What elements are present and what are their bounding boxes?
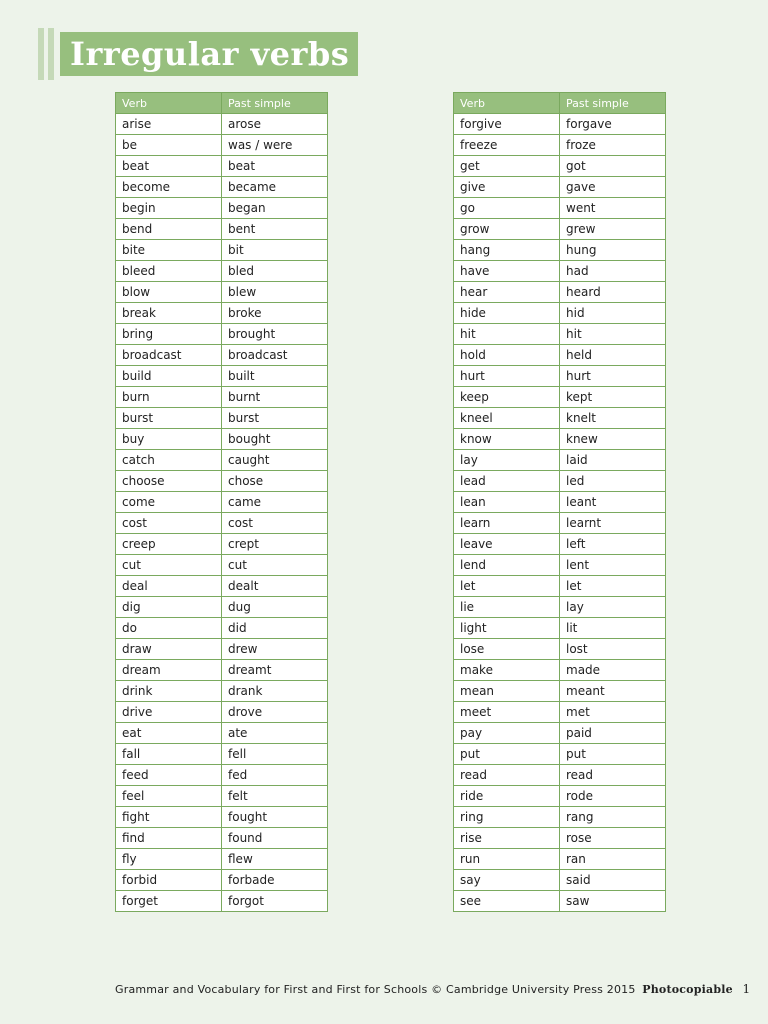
table-row bbox=[116, 828, 328, 849]
verb-cell: drink bbox=[116, 681, 222, 702]
table-row bbox=[454, 261, 666, 282]
past-simple-cell: went bbox=[560, 198, 666, 219]
table-row bbox=[116, 765, 328, 786]
verb-cell: catch bbox=[116, 450, 222, 471]
verb-cell: go bbox=[454, 198, 560, 219]
past-simple-cell: came bbox=[222, 492, 328, 513]
verb-cell: mean bbox=[454, 681, 560, 702]
table-row bbox=[116, 240, 328, 261]
table-row bbox=[116, 492, 328, 513]
table-row bbox=[454, 807, 666, 828]
table-row bbox=[454, 660, 666, 681]
verb-cell: dig bbox=[116, 597, 222, 618]
table-row bbox=[116, 345, 328, 366]
verb-cell: buy bbox=[116, 429, 222, 450]
table-row bbox=[116, 219, 328, 240]
table-header-row bbox=[116, 93, 328, 114]
table-row bbox=[454, 513, 666, 534]
table-row bbox=[454, 303, 666, 324]
past-simple-cell: laid bbox=[560, 450, 666, 471]
verb-cell: give bbox=[454, 177, 560, 198]
table-row bbox=[116, 618, 328, 639]
verb-cell: pay bbox=[454, 723, 560, 744]
verb-cell: hide bbox=[454, 303, 560, 324]
past-simple-cell: lost bbox=[560, 639, 666, 660]
table-row bbox=[116, 135, 328, 156]
past-simple-cell: hung bbox=[560, 240, 666, 261]
past-simple-cell: left bbox=[560, 534, 666, 555]
past-simple-cell: rose bbox=[560, 828, 666, 849]
table-row bbox=[116, 786, 328, 807]
verb-cell: fall bbox=[116, 744, 222, 765]
past-simple-cell: drove bbox=[222, 702, 328, 723]
verb-cell: become bbox=[116, 177, 222, 198]
verb-cell: begin bbox=[116, 198, 222, 219]
past-simple-cell: built bbox=[222, 366, 328, 387]
verb-cell: know bbox=[454, 429, 560, 450]
title-accent-bar bbox=[38, 28, 44, 80]
past-simple-cell: hurt bbox=[560, 366, 666, 387]
past-simple-cell: cost bbox=[222, 513, 328, 534]
table-row bbox=[454, 765, 666, 786]
verb-cell: light bbox=[454, 618, 560, 639]
past-simple-cell: forgave bbox=[560, 114, 666, 135]
verb-cell: fight bbox=[116, 807, 222, 828]
verb-cell: eat bbox=[116, 723, 222, 744]
table-row bbox=[454, 387, 666, 408]
verb-cell: blow bbox=[116, 282, 222, 303]
table-row bbox=[116, 282, 328, 303]
past-simple-cell: meant bbox=[560, 681, 666, 702]
table-row bbox=[454, 492, 666, 513]
past-simple-cell: rode bbox=[560, 786, 666, 807]
table-row bbox=[116, 387, 328, 408]
verb-cell: lend bbox=[454, 555, 560, 576]
table-row bbox=[116, 408, 328, 429]
verb-cell: make bbox=[454, 660, 560, 681]
table-row bbox=[454, 576, 666, 597]
past-simple-cell: saw bbox=[560, 891, 666, 912]
past-simple-cell: began bbox=[222, 198, 328, 219]
verb-cell: let bbox=[454, 576, 560, 597]
verb-table-left bbox=[115, 92, 328, 912]
column-header-verb: Verb bbox=[454, 93, 560, 114]
past-simple-cell: brought bbox=[222, 324, 328, 345]
table-row bbox=[116, 450, 328, 471]
past-simple-cell: lent bbox=[560, 555, 666, 576]
past-simple-cell: bent bbox=[222, 219, 328, 240]
table-row bbox=[454, 744, 666, 765]
table-row bbox=[116, 513, 328, 534]
table-row bbox=[454, 156, 666, 177]
past-simple-cell: lay bbox=[560, 597, 666, 618]
past-simple-cell: let bbox=[560, 576, 666, 597]
past-simple-cell: read bbox=[560, 765, 666, 786]
past-simple-cell: beat bbox=[222, 156, 328, 177]
table-row bbox=[116, 177, 328, 198]
verb-cell: fly bbox=[116, 849, 222, 870]
verb-cell: forbid bbox=[116, 870, 222, 891]
verb-table-right bbox=[453, 92, 666, 912]
table-row bbox=[454, 534, 666, 555]
verb-cell: drive bbox=[116, 702, 222, 723]
past-simple-cell: gave bbox=[560, 177, 666, 198]
past-simple-cell: felt bbox=[222, 786, 328, 807]
verb-cell: do bbox=[116, 618, 222, 639]
table-row bbox=[454, 828, 666, 849]
verb-cell: lean bbox=[454, 492, 560, 513]
past-simple-cell: burst bbox=[222, 408, 328, 429]
verb-cell: creep bbox=[116, 534, 222, 555]
past-simple-cell: chose bbox=[222, 471, 328, 492]
verb-cell: forgive bbox=[454, 114, 560, 135]
verb-cell: kneel bbox=[454, 408, 560, 429]
table-row bbox=[454, 597, 666, 618]
verb-cell: draw bbox=[116, 639, 222, 660]
table-row bbox=[454, 135, 666, 156]
past-simple-cell: paid bbox=[560, 723, 666, 744]
table-row bbox=[116, 597, 328, 618]
verb-cell: ride bbox=[454, 786, 560, 807]
past-simple-cell: said bbox=[560, 870, 666, 891]
title-banner bbox=[38, 28, 358, 80]
past-simple-cell: hit bbox=[560, 324, 666, 345]
table-row bbox=[454, 324, 666, 345]
past-simple-cell: forgot bbox=[222, 891, 328, 912]
table-row bbox=[454, 345, 666, 366]
verb-cell: freeze bbox=[454, 135, 560, 156]
past-simple-cell: became bbox=[222, 177, 328, 198]
verb-cell: come bbox=[116, 492, 222, 513]
past-simple-cell: dealt bbox=[222, 576, 328, 597]
verb-cell: beat bbox=[116, 156, 222, 177]
past-simple-cell: drew bbox=[222, 639, 328, 660]
past-simple-cell: made bbox=[560, 660, 666, 681]
table-row bbox=[116, 744, 328, 765]
table-row bbox=[454, 408, 666, 429]
past-simple-cell: froze bbox=[560, 135, 666, 156]
verb-cell: break bbox=[116, 303, 222, 324]
past-simple-cell: met bbox=[560, 702, 666, 723]
past-simple-cell: did bbox=[222, 618, 328, 639]
past-simple-cell: broadcast bbox=[222, 345, 328, 366]
past-simple-cell: cut bbox=[222, 555, 328, 576]
table-row bbox=[116, 471, 328, 492]
verb-cell: learn bbox=[454, 513, 560, 534]
table-row bbox=[116, 723, 328, 744]
table-row bbox=[454, 198, 666, 219]
verb-cell: hold bbox=[454, 345, 560, 366]
past-simple-cell: knew bbox=[560, 429, 666, 450]
table-row bbox=[454, 723, 666, 744]
footer bbox=[115, 982, 751, 996]
verb-cell: grow bbox=[454, 219, 560, 240]
verb-cell: burn bbox=[116, 387, 222, 408]
table-row bbox=[454, 177, 666, 198]
verb-cell: burst bbox=[116, 408, 222, 429]
photocopiable-label: Photocopiable bbox=[642, 983, 733, 996]
past-simple-cell: drank bbox=[222, 681, 328, 702]
table-row bbox=[116, 198, 328, 219]
past-simple-cell: rang bbox=[560, 807, 666, 828]
verb-cell: put bbox=[454, 744, 560, 765]
verb-cell: be bbox=[116, 135, 222, 156]
verb-cell: see bbox=[454, 891, 560, 912]
title-accent-bar bbox=[48, 28, 54, 80]
past-simple-cell: broke bbox=[222, 303, 328, 324]
verb-cell: feel bbox=[116, 786, 222, 807]
past-simple-cell: lit bbox=[560, 618, 666, 639]
past-simple-cell: fell bbox=[222, 744, 328, 765]
past-simple-cell: dreamt bbox=[222, 660, 328, 681]
table-row bbox=[116, 303, 328, 324]
table-row bbox=[454, 366, 666, 387]
verb-cell: build bbox=[116, 366, 222, 387]
column-header-verb: Verb bbox=[116, 93, 222, 114]
past-simple-cell: blew bbox=[222, 282, 328, 303]
table-row bbox=[454, 114, 666, 135]
table-row bbox=[116, 555, 328, 576]
table-row bbox=[116, 534, 328, 555]
verb-cell: lay bbox=[454, 450, 560, 471]
page-number: 1 bbox=[742, 982, 751, 996]
past-simple-cell: was / were bbox=[222, 135, 328, 156]
past-simple-cell: bit bbox=[222, 240, 328, 261]
verb-cell: bite bbox=[116, 240, 222, 261]
table-row bbox=[454, 471, 666, 492]
page-title: Irregular verbs bbox=[60, 32, 358, 76]
past-simple-cell: forbade bbox=[222, 870, 328, 891]
past-simple-cell: arose bbox=[222, 114, 328, 135]
table-row bbox=[454, 639, 666, 660]
past-simple-cell: caught bbox=[222, 450, 328, 471]
verb-cell: feed bbox=[116, 765, 222, 786]
past-simple-cell: put bbox=[560, 744, 666, 765]
table-row bbox=[454, 618, 666, 639]
verb-cell: run bbox=[454, 849, 560, 870]
table-row bbox=[116, 849, 328, 870]
past-simple-cell: held bbox=[560, 345, 666, 366]
past-simple-cell: bought bbox=[222, 429, 328, 450]
table-row bbox=[116, 681, 328, 702]
table-row bbox=[116, 324, 328, 345]
verb-cell: deal bbox=[116, 576, 222, 597]
table-row bbox=[116, 261, 328, 282]
past-simple-cell: flew bbox=[222, 849, 328, 870]
verb-cell: get bbox=[454, 156, 560, 177]
past-simple-cell: ran bbox=[560, 849, 666, 870]
column-header-past-simple: Past simple bbox=[222, 93, 328, 114]
table-row bbox=[116, 576, 328, 597]
verb-cell: have bbox=[454, 261, 560, 282]
past-simple-cell: leant bbox=[560, 492, 666, 513]
verb-cell: hit bbox=[454, 324, 560, 345]
table-row bbox=[116, 807, 328, 828]
verb-cell: lose bbox=[454, 639, 560, 660]
verb-cell: bend bbox=[116, 219, 222, 240]
past-simple-cell: fought bbox=[222, 807, 328, 828]
verb-cell: read bbox=[454, 765, 560, 786]
table-row bbox=[116, 870, 328, 891]
verb-cell: hurt bbox=[454, 366, 560, 387]
past-simple-cell: dug bbox=[222, 597, 328, 618]
table-row bbox=[116, 660, 328, 681]
past-simple-cell: crept bbox=[222, 534, 328, 555]
verb-cell: rise bbox=[454, 828, 560, 849]
table-row bbox=[454, 849, 666, 870]
table-row bbox=[116, 156, 328, 177]
verb-cell: leave bbox=[454, 534, 560, 555]
verb-cell: forget bbox=[116, 891, 222, 912]
verb-cell: cost bbox=[116, 513, 222, 534]
column-header-past-simple: Past simple bbox=[560, 93, 666, 114]
copyright-text: Grammar and Vocabulary for First and First for Schools © Cambridge University Press 2015 bbox=[115, 983, 636, 996]
table-row bbox=[454, 429, 666, 450]
verb-cell: ring bbox=[454, 807, 560, 828]
past-simple-cell: learnt bbox=[560, 513, 666, 534]
past-simple-cell: kept bbox=[560, 387, 666, 408]
verb-cell: bleed bbox=[116, 261, 222, 282]
verb-cell: lie bbox=[454, 597, 560, 618]
table-row bbox=[454, 702, 666, 723]
table-row bbox=[116, 702, 328, 723]
table-header-row bbox=[454, 93, 666, 114]
table-row bbox=[116, 114, 328, 135]
table-row bbox=[454, 555, 666, 576]
verb-cell: choose bbox=[116, 471, 222, 492]
verb-cell: keep bbox=[454, 387, 560, 408]
past-simple-cell: grew bbox=[560, 219, 666, 240]
table-row bbox=[454, 240, 666, 261]
table-row bbox=[454, 870, 666, 891]
verb-cell: bring bbox=[116, 324, 222, 345]
verb-cell: cut bbox=[116, 555, 222, 576]
verb-cell: say bbox=[454, 870, 560, 891]
table-row bbox=[116, 891, 328, 912]
past-simple-cell: bled bbox=[222, 261, 328, 282]
past-simple-cell: hid bbox=[560, 303, 666, 324]
past-simple-cell: burnt bbox=[222, 387, 328, 408]
table-row bbox=[454, 786, 666, 807]
table-row bbox=[116, 429, 328, 450]
past-simple-cell: heard bbox=[560, 282, 666, 303]
table-row bbox=[454, 681, 666, 702]
past-simple-cell: ate bbox=[222, 723, 328, 744]
past-simple-cell: found bbox=[222, 828, 328, 849]
table-row bbox=[454, 282, 666, 303]
verb-cell: arise bbox=[116, 114, 222, 135]
past-simple-cell: got bbox=[560, 156, 666, 177]
table-row bbox=[116, 639, 328, 660]
verb-cell: dream bbox=[116, 660, 222, 681]
past-simple-cell: knelt bbox=[560, 408, 666, 429]
verb-cell: hang bbox=[454, 240, 560, 261]
table-row bbox=[116, 366, 328, 387]
verb-cell: broadcast bbox=[116, 345, 222, 366]
verb-cell: meet bbox=[454, 702, 560, 723]
verb-cell: hear bbox=[454, 282, 560, 303]
verb-cell: find bbox=[116, 828, 222, 849]
table-row bbox=[454, 219, 666, 240]
table-row bbox=[454, 891, 666, 912]
past-simple-cell: led bbox=[560, 471, 666, 492]
verb-cell: lead bbox=[454, 471, 560, 492]
past-simple-cell: fed bbox=[222, 765, 328, 786]
table-row bbox=[454, 450, 666, 471]
past-simple-cell: had bbox=[560, 261, 666, 282]
